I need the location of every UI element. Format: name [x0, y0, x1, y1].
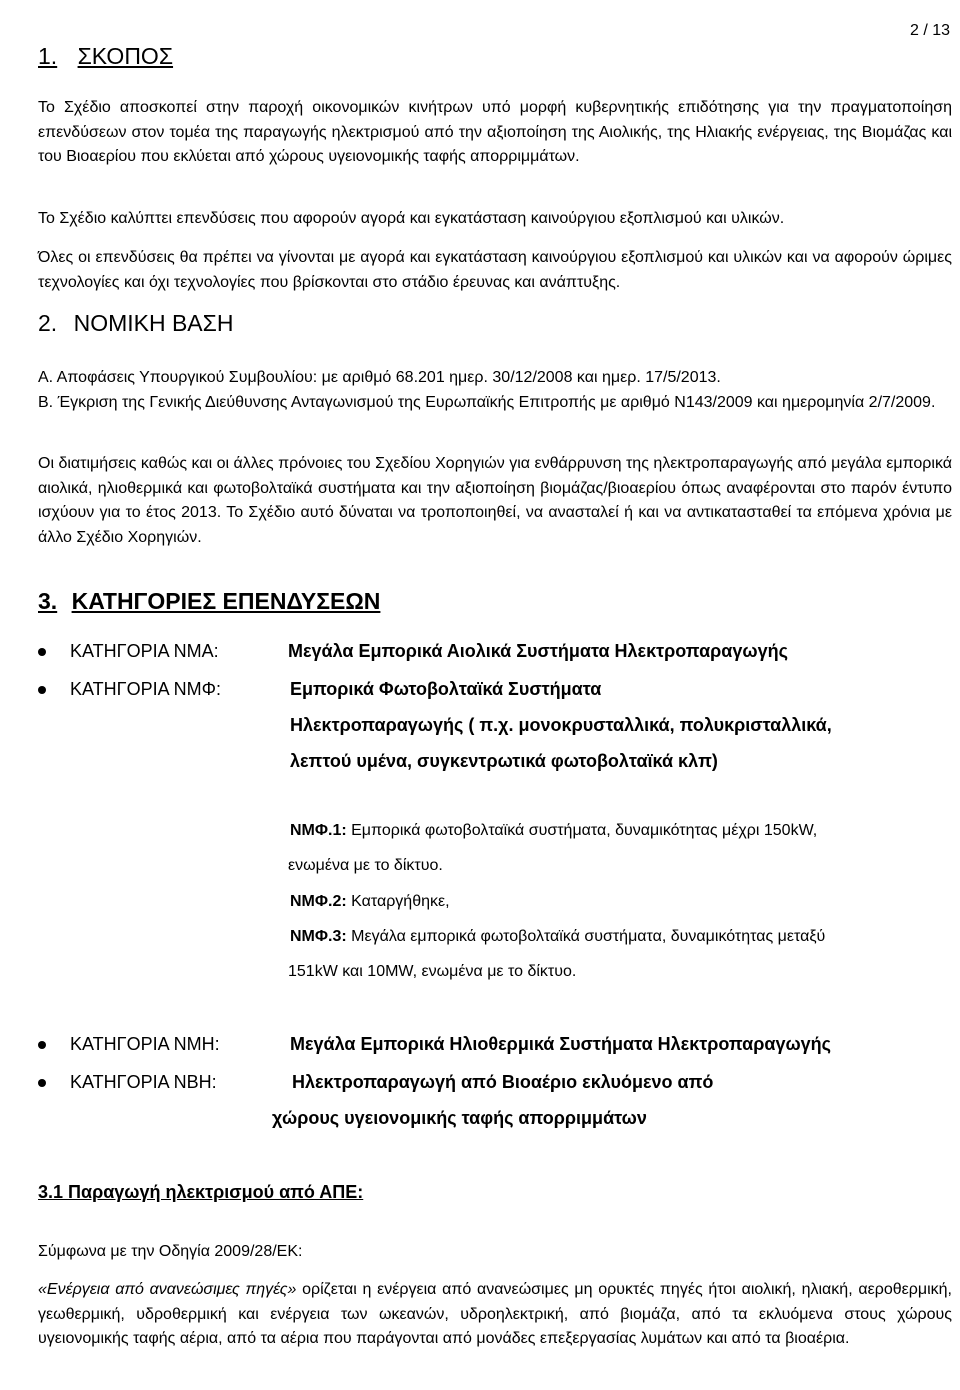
subcategory-nmf3-text-line-2: 151kW και 10MW, ενωμένα με το δίκτυο.: [288, 963, 577, 980]
category-nbh-description-line-2: χώρους υγειονομικής ταφής απορριμμάτων: [272, 1108, 647, 1128]
section-2-title: ΝΟΜΙΚΗ ΒΑΣΗ: [73, 310, 234, 336]
category-nmf-description-line-3: λεπτού υμένα, συγκεντρωτικά φωτοβολταϊκά κλπ): [290, 751, 718, 771]
legal-basis-a: Α. Αποφάσεις Υπουργικού Συμβουλίου: με αριθμό 68.201 ημερ. 30/12/2008 και ημερ. 17/5/2013.: [38, 369, 721, 386]
section-2-heading: [38, 309, 233, 337]
page-number: 2 / 13: [909, 22, 950, 39]
bullet-icon: [38, 1079, 46, 1087]
section-1-heading: [38, 42, 173, 70]
section-3-title: ΚΑΤΗΓΟΡΙΕΣ ΕΠΕΝΔΥΣΕΩΝ: [71, 588, 381, 614]
subcategory-nmf1-code: ΝΜΦ.1:: [290, 822, 347, 839]
section-3-1-paragraph: [38, 1278, 952, 1352]
bullet-icon: [38, 1041, 46, 1049]
section-1-number: 1.: [38, 43, 58, 69]
category-nmf-description-line-2: Ηλεκτροπαραγωγής ( π.χ. μονοκρυσταλλικά, πολυκρισταλλικά,: [290, 715, 832, 735]
subcategory-nmf2-code: ΝΜΦ.2:: [290, 893, 347, 910]
section-1-title: ΣΚΟΠΟΣ: [77, 43, 174, 69]
subcategory-nmf3: [290, 928, 825, 946]
definition-text: ορίζεται η ενέργεια από ανανεώσιμες μη ορυκτές πηγές ήτοι αιολική, ηλιακή, αεροθερμική, γεωθερμική, υδροθερμική και ενέργεια των ωκεανών, υδροηλεκτρική, από βιομάζα, από τα εκλυόμενα στους χώρους υγειονομικής ταφής αέρια, από τα αέρια που παράγονται από μονάδες επεξεργασίας λυμάτων και από τα βιοαέρια.: [38, 1281, 953, 1348]
section-1-paragraph-2: Το Σχέδιο καλύπτει επενδύσεις που αφορούν αγορά και εγκατάσταση καινούργιου εξοπλισμού και υλικών.: [38, 210, 785, 227]
section-3-heading: [38, 587, 380, 615]
category-nma-description: Μεγάλα Εμπορικά Αιολικά Συστήματα Ηλεκτροπαραγωγής: [288, 641, 788, 661]
subcategory-nmf2-text: Καταργήθηκε,: [346, 893, 450, 910]
category-nmf-description-line-1: Εμπορικά Φωτοβολταϊκά Συστήματα: [290, 679, 602, 699]
subcategory-nmf1: [290, 822, 817, 840]
section-1-paragraph-3: Όλες οι επενδύσεις θα πρέπει να γίνονται με αγορά και εγκατάσταση καινούργιου εξοπλισμού και υλικών και να αφορούν ώριμες τεχνολογίες και όχι τεχνολογίες που βρίσκονται στο στάδιο έρευνας και ανάπτυξης.: [38, 249, 952, 291]
section-2-number: 2.: [38, 310, 58, 336]
subcategory-nmf3-text: Μεγάλα εμπορικά φωτοβολταϊκά συστήματα, δυναμικότητας μεταξύ: [346, 928, 826, 945]
category-nbh-description-line-1: Ηλεκτροπαραγωγή από Βιοαέριο εκλυόμενο από: [292, 1072, 714, 1092]
bullet-icon: [38, 648, 46, 656]
section-2-paragraph: Οι διατιμήσεις καθώς και οι άλλες πρόνοιες του Σχεδίου Χορηγιών για ενθάρρυνση της ηλεκτροπαραγωγής από μεγάλα εμπορικά αιολικά, ηλιοθερμικά και φωτοβολταϊκά συστήματα και την αξιοποίηση βιομάζας/βιοαερίου όπως αναφέρονται στο παρόν έντυπο ισχύουν για το έτος 2013. Το Σχέδιο αυτό δύναται να τροποποιηθεί, να ανασταλεί ή και να αντικατασταθεί τα επόμενα χρόνια με άλλο Σχέδιο Χορηγιών.: [38, 455, 952, 547]
category-nmf-label: ΚΑΤΗΓΟΡΙΑ ΝΜΦ:: [70, 679, 221, 699]
subcategory-nmf3-code: ΝΜΦ.3:: [290, 928, 347, 945]
category-nma-label: ΚΑΤΗΓΟΡΙΑ ΝΜΑ:: [70, 641, 219, 661]
subcategory-nmf2: [290, 893, 450, 911]
section-3-1-intro: Σύμφωνα με την Οδηγία 2009/28/ΕΚ:: [38, 1243, 303, 1260]
subcategory-nmf1-text: Εμπορικά φωτοβολταϊκά συστήματα, δυναμικότητας μέχρι 150kW,: [346, 822, 818, 839]
subcategory-nmf1-text-line-2: ενωμένα με το δίκτυο.: [288, 857, 443, 874]
section-3-number: 3.: [38, 588, 58, 614]
legal-basis-b: Β. Έγκριση της Γενικής Διεύθυνσης Ανταγωνισμού της Ευρωπαϊκής Επιτροπής με αριθμό Ν143/2009 και ημερομηνία 2/7/2009.: [38, 394, 936, 411]
category-nbh-label: ΚΑΤΗΓΟΡΙΑ ΝΒΗ:: [70, 1072, 217, 1092]
section-3-1-heading: 3.1 Παραγωγή ηλεκτρισμού από ΑΠΕ:: [38, 1182, 364, 1202]
section-1-paragraph-1: Το Σχέδιο αποσκοπεί στην παροχή οικονομικών κινήτρων υπό μορφή κυβερνητικής επιδότησης για την πραγματοποίηση επενδύσεων στον τομέα της παραγωγής ηλεκτρισμού από την αξιοποίηση της Αιολικής, της Ηλιακής ενέργειας, της Βιομάζας και του Βιοαερίου που εκλύεται από χώρους υγειονομικής ταφής απορριμμάτων.: [38, 99, 952, 166]
category-nmh-label: ΚΑΤΗΓΟΡΙΑ ΝΜΗ:: [70, 1034, 220, 1054]
definition-term: «Ενέργεια από ανανεώσιμες πηγές»: [38, 1281, 297, 1298]
category-nmh-description: Μεγάλα Εμπορικά Ηλιοθερμικά Συστήματα Ηλεκτροπαραγωγής: [290, 1034, 832, 1054]
bullet-icon: [38, 686, 46, 694]
